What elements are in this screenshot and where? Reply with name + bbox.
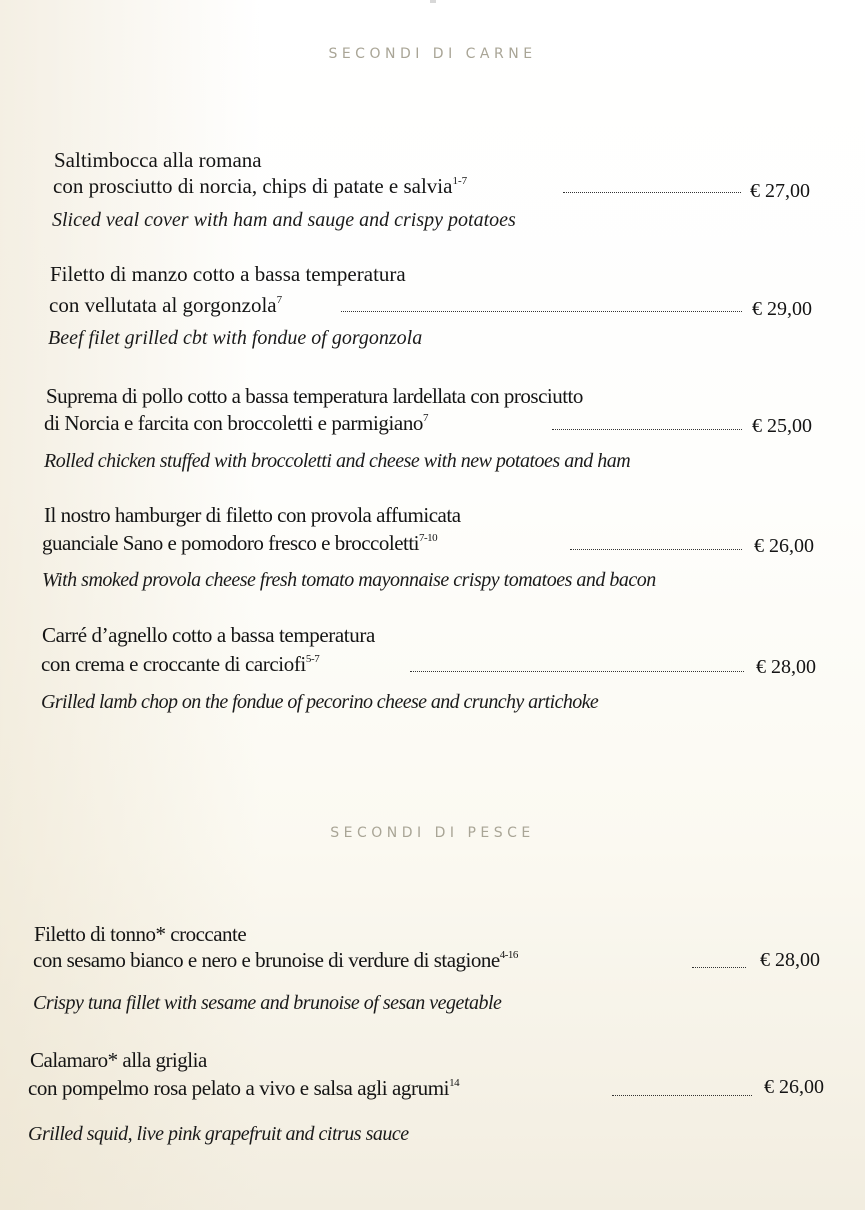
dish-description: With smoked provola cheese fresh tomato mayonnaise crispy tomatoes and bacon xyxy=(42,569,656,591)
dot-leader xyxy=(692,967,746,968)
allergen-codes: 7 xyxy=(423,412,429,424)
dish-price: € 26,00 xyxy=(754,535,814,557)
dish-price: € 28,00 xyxy=(756,656,816,678)
allergen-codes: 5-7 xyxy=(305,653,320,665)
dish-description: Rolled chicken stuffed with broccoletti and cheese with new potatoes and ham xyxy=(44,450,631,472)
dot-leader xyxy=(410,671,744,672)
dish-price: € 29,00 xyxy=(752,298,812,320)
dish-detail: con pompelmo rosa pelato a vivo e salsa agli agrumi$^{14}$ xyxy=(28,1076,460,1100)
dish-price: € 25,00 xyxy=(752,415,812,437)
section-title-pesce: SECONDI DI PESCE xyxy=(330,825,535,841)
dish-detail: di Norcia e farcita con broccoletti e parmigiano$^7$ xyxy=(44,411,429,435)
dot-leader xyxy=(563,192,741,193)
allergen-codes: 14 xyxy=(449,1077,460,1089)
dish-description: Sliced veal cover with ham and sauge and crispy potatoes xyxy=(52,209,516,231)
dish-name: Il nostro hamburger di filetto con provola affumicata xyxy=(44,503,461,527)
dish-name: Calamaro* alla griglia xyxy=(30,1048,207,1072)
dish-name: Filetto di manzo cotto a bassa temperatura xyxy=(50,262,406,286)
dish-price: € 27,00 xyxy=(750,180,810,202)
dish-description: Grilled squid, live pink grapefruit and citrus sauce xyxy=(28,1123,409,1145)
allergen-codes: 1-7 xyxy=(452,175,468,187)
dish-detail: con vellutata al gorgonzola$^7$ xyxy=(49,293,283,317)
dish-name: Filetto di tonno* croccante xyxy=(34,922,247,946)
dish-detail: guanciale Sano e pomodoro fresco e broccoletti$^{7-10}$ xyxy=(42,531,438,555)
dish-detail: con crema e croccante di carciofi$^{5-7}$ xyxy=(41,652,320,676)
dot-leader xyxy=(612,1095,752,1096)
dish-detail: con prosciutto di norcia, chips di patate e salvia$^{1-7}$ xyxy=(53,174,468,198)
dish-description: Beef filet grilled cbt with fondue of gorgonzola xyxy=(48,327,423,349)
dish-description: Grilled lamb chop on the fondue of pecorino cheese and crunchy artichoke xyxy=(41,691,599,713)
section-title-carne: SECONDI DI CARNE xyxy=(328,46,537,62)
dot-leader xyxy=(552,429,742,430)
page-edge-mark xyxy=(430,0,436,3)
dish-name: Saltimbocca alla romana xyxy=(54,148,262,172)
dish-price: € 28,00 xyxy=(760,949,820,971)
dish-detail: con sesamo bianco e nero e brunoise di verdure di stagione$^{4-16}$ xyxy=(33,948,518,972)
dish-name: Carré d’agnello cotto a bassa temperatura xyxy=(42,623,375,647)
allergen-codes: 7-10 xyxy=(419,532,438,544)
dish-price: € 26,00 xyxy=(764,1076,824,1098)
dot-leader xyxy=(570,549,742,550)
dot-leader xyxy=(341,311,742,312)
dish-description: Crispy tuna fillet with sesame and brunoise of sesan vegetable xyxy=(33,992,502,1014)
dish-name: Suprema di pollo cotto a bassa temperatura lardellata con prosciutto xyxy=(46,384,583,408)
allergen-codes: 4-16 xyxy=(499,949,518,961)
allergen-codes: 7 xyxy=(276,294,283,306)
